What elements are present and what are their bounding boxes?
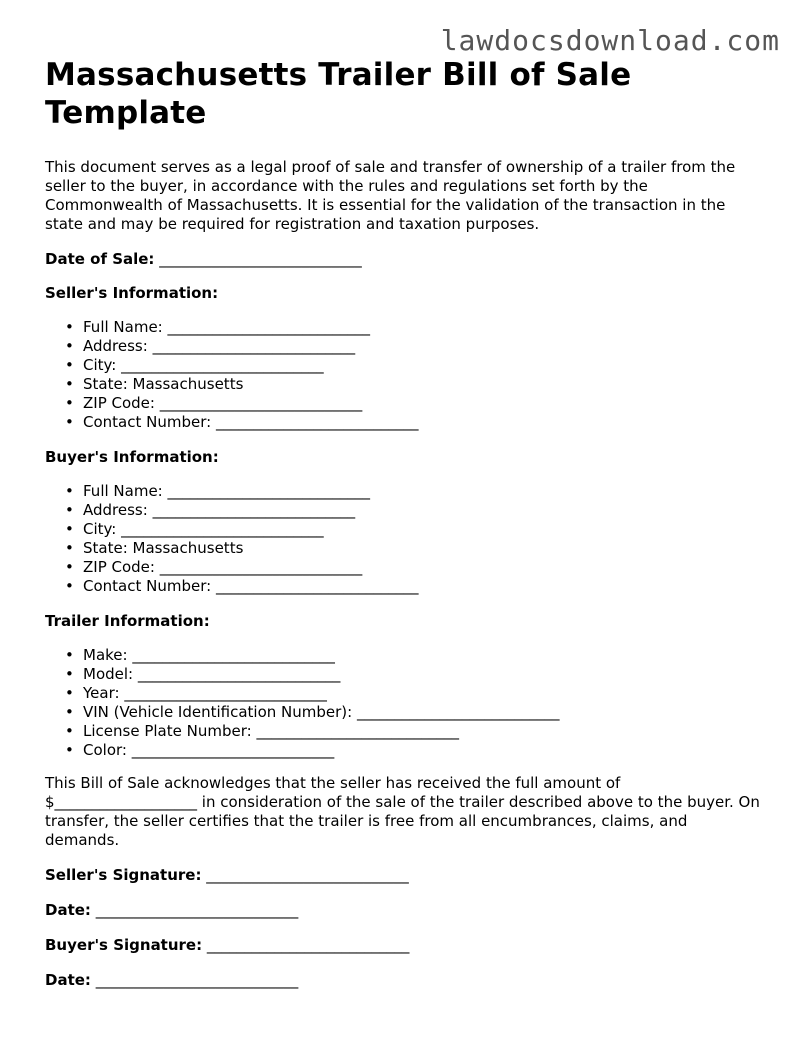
list-item bbox=[83, 558, 765, 577]
trailer-model-blank[interactable]: ___________________________ bbox=[137, 665, 341, 683]
date-of-sale-field bbox=[45, 250, 765, 269]
buyer-full-name-blank[interactable]: ___________________________ bbox=[167, 482, 371, 500]
trailer-model-label: Model: bbox=[83, 665, 134, 683]
trailer-vin-blank[interactable]: ___________________________ bbox=[357, 703, 560, 721]
seller-section-heading: Seller's Information: bbox=[45, 284, 219, 302]
list-item bbox=[83, 646, 765, 665]
list-item bbox=[83, 703, 765, 722]
trailer-color-label: Color: bbox=[83, 741, 127, 759]
list-item bbox=[83, 539, 765, 558]
seller-address-blank[interactable]: ___________________________ bbox=[152, 337, 356, 355]
seller-signature-field bbox=[45, 866, 765, 885]
list-item bbox=[83, 394, 765, 413]
seller-zip-label: ZIP Code: bbox=[83, 394, 155, 412]
list-item bbox=[83, 501, 765, 520]
seller-full-name-label: Full Name: bbox=[83, 318, 163, 336]
buyer-state-value: Massachusetts bbox=[132, 539, 244, 557]
seller-city-label: City: bbox=[83, 356, 117, 374]
buyer-zip-label: ZIP Code: bbox=[83, 558, 155, 576]
buyer-contact-label: Contact Number: bbox=[83, 577, 212, 595]
buyer-info-list bbox=[45, 482, 765, 596]
trailer-plate-label: License Plate Number: bbox=[83, 722, 252, 740]
seller-contact-blank[interactable]: ___________________________ bbox=[215, 413, 419, 431]
list-item bbox=[83, 665, 765, 684]
buyer-signature-label: Buyer's Signature: bbox=[45, 936, 203, 954]
seller-date-blank[interactable]: ___________________________ bbox=[95, 901, 299, 919]
list-item bbox=[83, 337, 765, 356]
trailer-make-label: Make: bbox=[83, 646, 128, 664]
buyer-zip-blank[interactable]: ___________________________ bbox=[159, 558, 363, 576]
list-item bbox=[83, 520, 765, 539]
buyer-date-label: Date: bbox=[45, 971, 91, 989]
seller-zip-blank[interactable]: ___________________________ bbox=[159, 394, 363, 412]
buyer-section-heading: Buyer's Information: bbox=[45, 448, 219, 466]
trailer-plate-blank[interactable]: ___________________________ bbox=[256, 722, 459, 740]
buyer-address-blank[interactable]: ___________________________ bbox=[152, 501, 356, 519]
acknowledgment-paragraph: This Bill of Sale acknowledges that the seller has received the full amount of $___________________ in consideration of the sale of the trailer described above to the buyer. On transfer, the seller certifies that the trailer is free from all encumbrances, claims, and demands. bbox=[45, 774, 760, 849]
buyer-signature-blank[interactable]: ___________________________ bbox=[206, 936, 410, 954]
buyer-state-label: State: bbox=[83, 539, 128, 557]
buyer-date-field bbox=[45, 971, 765, 990]
list-item bbox=[83, 356, 765, 375]
seller-address-label: Address: bbox=[83, 337, 148, 355]
buyer-contact-blank[interactable]: ___________________________ bbox=[215, 577, 419, 595]
list-item bbox=[83, 482, 765, 501]
seller-state-value: Massachusetts bbox=[132, 375, 244, 393]
trailer-section-heading: Trailer Information: bbox=[45, 612, 210, 630]
trailer-year-blank[interactable]: ___________________________ bbox=[124, 684, 327, 702]
seller-date-field bbox=[45, 901, 765, 920]
trailer-make-blank[interactable]: ___________________________ bbox=[132, 646, 335, 664]
list-item bbox=[83, 375, 765, 394]
trailer-year-label: Year: bbox=[83, 684, 120, 702]
list-item bbox=[83, 684, 765, 703]
list-item bbox=[83, 577, 765, 596]
trailer-color-blank[interactable]: ___________________________ bbox=[131, 741, 335, 759]
intro-paragraph: This document serves as a legal proof of sale and transfer of ownership of a trailer from the seller to the buyer, in accordance with the rules and regulations set forth by the Commonwealth of Massachusetts. It is essential for the validation of the transaction in the state and may be required for registration and taxation purposes. bbox=[45, 158, 736, 233]
buyer-full-name-label: Full Name: bbox=[83, 482, 163, 500]
list-item bbox=[83, 318, 765, 337]
seller-contact-label: Contact Number: bbox=[83, 413, 212, 431]
trailer-info-list bbox=[45, 646, 765, 760]
seller-full-name-blank[interactable]: ___________________________ bbox=[167, 318, 371, 336]
seller-state-label: State: bbox=[83, 375, 128, 393]
document-page bbox=[45, 56, 765, 990]
list-item bbox=[83, 722, 765, 741]
list-item bbox=[83, 741, 765, 760]
date-of-sale-label: Date of Sale: bbox=[45, 250, 155, 268]
seller-city-blank[interactable]: ___________________________ bbox=[121, 356, 324, 374]
watermark: lawdocsdownload.com bbox=[440, 24, 780, 57]
buyer-signature-field bbox=[45, 936, 765, 955]
list-item bbox=[83, 413, 765, 432]
seller-date-label: Date: bbox=[45, 901, 91, 919]
seller-signature-blank[interactable]: ___________________________ bbox=[206, 866, 409, 884]
trailer-vin-label: VIN (Vehicle Identification Number): bbox=[83, 703, 353, 721]
buyer-address-label: Address: bbox=[83, 501, 148, 519]
buyer-date-blank[interactable]: ___________________________ bbox=[95, 971, 299, 989]
date-of-sale-blank[interactable]: ___________________________ bbox=[159, 250, 362, 268]
seller-info-list bbox=[45, 318, 765, 432]
seller-signature-label: Seller's Signature: bbox=[45, 866, 202, 884]
buyer-city-label: City: bbox=[83, 520, 117, 538]
page-title: Massachusetts Trailer Bill of Sale Template bbox=[45, 57, 632, 131]
buyer-city-blank[interactable]: ___________________________ bbox=[121, 520, 324, 538]
